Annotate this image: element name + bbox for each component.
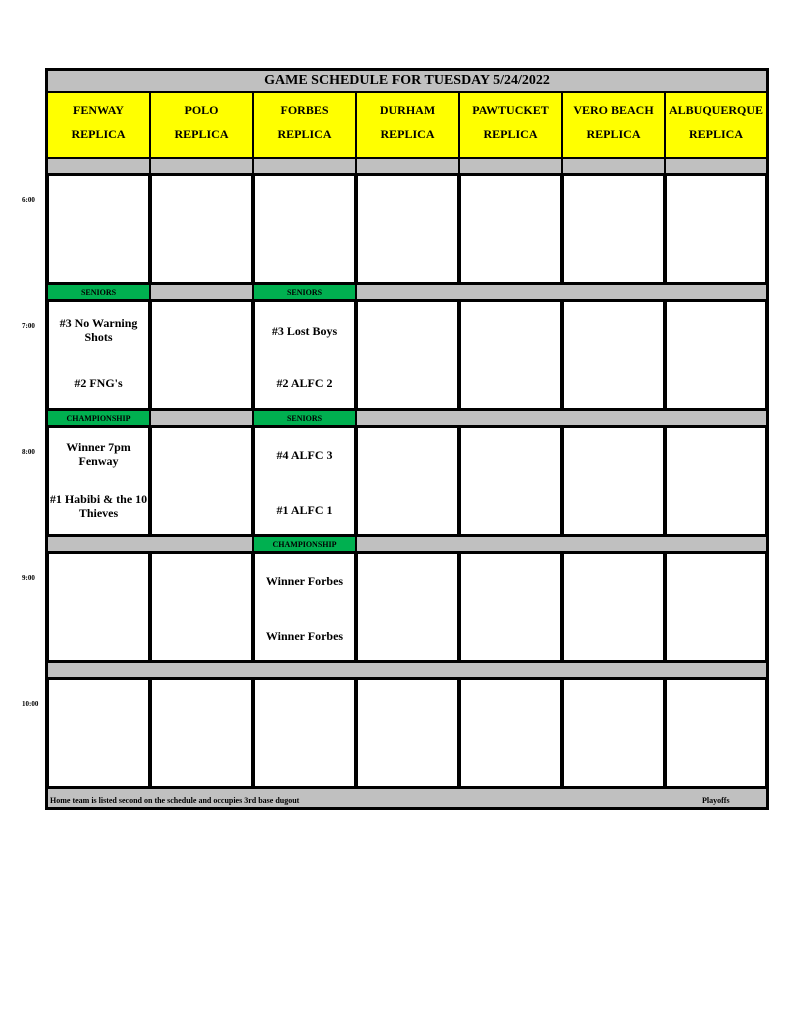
band-cell [47, 536, 253, 552]
division-label-seniors: SENIORS [253, 284, 356, 300]
band-cell [356, 158, 459, 174]
field-sub: REPLICA [174, 127, 229, 141]
slot-albuquerque-9 [665, 552, 767, 662]
away-team: #3 Lost Boys [271, 324, 338, 338]
home-team: #1 Habibi & the 10 Thieves [49, 492, 148, 520]
band-cell [253, 158, 356, 174]
band-cell [459, 158, 562, 174]
field-name: DURHAM [379, 103, 436, 117]
slot-pawtucket-8 [459, 426, 562, 536]
field-header-pawtucket [459, 92, 562, 158]
slot-vero-beach-8 [562, 426, 665, 536]
band-cell [356, 410, 767, 426]
field-header-fenway [47, 92, 150, 158]
slot-polo-8 [150, 426, 253, 536]
field-sub: REPLICA [71, 127, 126, 141]
away-team: Winner 7pm Fenway [66, 440, 131, 468]
slot-durham-10 [356, 678, 459, 788]
band-cell [47, 662, 767, 678]
field-sub: REPLICA [380, 127, 435, 141]
home-team: #2 ALFC 2 [276, 376, 333, 390]
field-name: POLO [184, 103, 219, 117]
slot-forbes-9 [253, 552, 356, 662]
away-team: #4 ALFC 3 [276, 448, 333, 462]
away-team: #3 No Warning Shots [59, 316, 138, 344]
slot-vero-beach-6 [562, 174, 665, 284]
slot-forbes-10 [253, 678, 356, 788]
division-label-championship: CHAMPIONSHIP [253, 536, 356, 552]
band-cell [356, 536, 767, 552]
home-team: #1 ALFC 1 [276, 503, 333, 517]
field-name: FORBES [280, 103, 329, 117]
time-label-6: 6:00 [22, 196, 35, 204]
slot-albuquerque-8 [665, 426, 767, 536]
slot-durham-7 [356, 300, 459, 410]
slot-pawtucket-6 [459, 174, 562, 284]
field-header-durham [356, 92, 459, 158]
field-sub: REPLICA [586, 127, 641, 141]
field-header-polo [150, 92, 253, 158]
slot-albuquerque-6 [665, 174, 767, 284]
band-cell [665, 158, 767, 174]
slot-polo-6 [150, 174, 253, 284]
slot-fenway-8 [47, 426, 150, 536]
slot-pawtucket-9 [459, 552, 562, 662]
time-label-7: 7:00 [22, 322, 35, 330]
field-name: PAWTUCKET [472, 103, 549, 117]
time-label-8: 8:00 [22, 448, 35, 456]
time-label-10: 10:00 [22, 700, 39, 708]
slot-forbes-6 [253, 174, 356, 284]
slot-vero-beach-9 [562, 552, 665, 662]
slot-durham-6 [356, 174, 459, 284]
band-cell [47, 158, 150, 174]
band-cell [150, 284, 253, 300]
slot-polo-7 [150, 300, 253, 410]
slot-forbes-8 [253, 426, 356, 536]
division-label-seniors: SENIORS [253, 410, 356, 426]
field-name: FENWAY [73, 103, 124, 117]
home-team: Winner Forbes [265, 629, 344, 643]
footer-playoffs: Playoffs [702, 796, 730, 805]
field-header-forbes [253, 92, 356, 158]
band-cell [562, 158, 665, 174]
slot-fenway-6 [47, 174, 150, 284]
slot-polo-10 [150, 678, 253, 788]
slot-albuquerque-10 [665, 678, 767, 788]
band-cell [356, 284, 767, 300]
slot-albuquerque-7 [665, 300, 767, 410]
slot-durham-9 [356, 552, 459, 662]
slot-fenway-9 [47, 552, 150, 662]
away-team: Winner Forbes [265, 574, 344, 588]
band-cell [150, 410, 253, 426]
home-team: #2 FNG's [74, 376, 123, 390]
field-header-albuquerque [665, 92, 767, 158]
slot-vero-beach-10 [562, 678, 665, 788]
slot-forbes-7 [253, 300, 356, 410]
slot-polo-9 [150, 552, 253, 662]
schedule-title: GAME SCHEDULE FOR TUESDAY 5/24/2022 [47, 70, 767, 92]
field-sub: REPLICA [277, 127, 332, 141]
field-name: ALBUQUERQUE [668, 103, 763, 117]
footer-note: Home team is listed second on the schedule and occupies 3rd base dugout [50, 796, 300, 805]
slot-pawtucket-7 [459, 300, 562, 410]
slot-fenway-10 [47, 678, 150, 788]
field-sub: REPLICA [688, 127, 743, 141]
field-sub: REPLICA [483, 127, 538, 141]
schedule-sheet [45, 68, 769, 810]
division-label-seniors: SENIORS [47, 284, 150, 300]
field-header-vero-beach [562, 92, 665, 158]
division-label-championship: CHAMPIONSHIP [47, 410, 150, 426]
slot-durham-8 [356, 426, 459, 536]
band-cell [150, 158, 253, 174]
time-label-9: 9:00 [22, 574, 35, 582]
slot-pawtucket-10 [459, 678, 562, 788]
footer-bar [47, 788, 767, 808]
slot-vero-beach-7 [562, 300, 665, 410]
slot-fenway-7 [47, 300, 150, 410]
field-name: VERO BEACH [573, 103, 654, 117]
